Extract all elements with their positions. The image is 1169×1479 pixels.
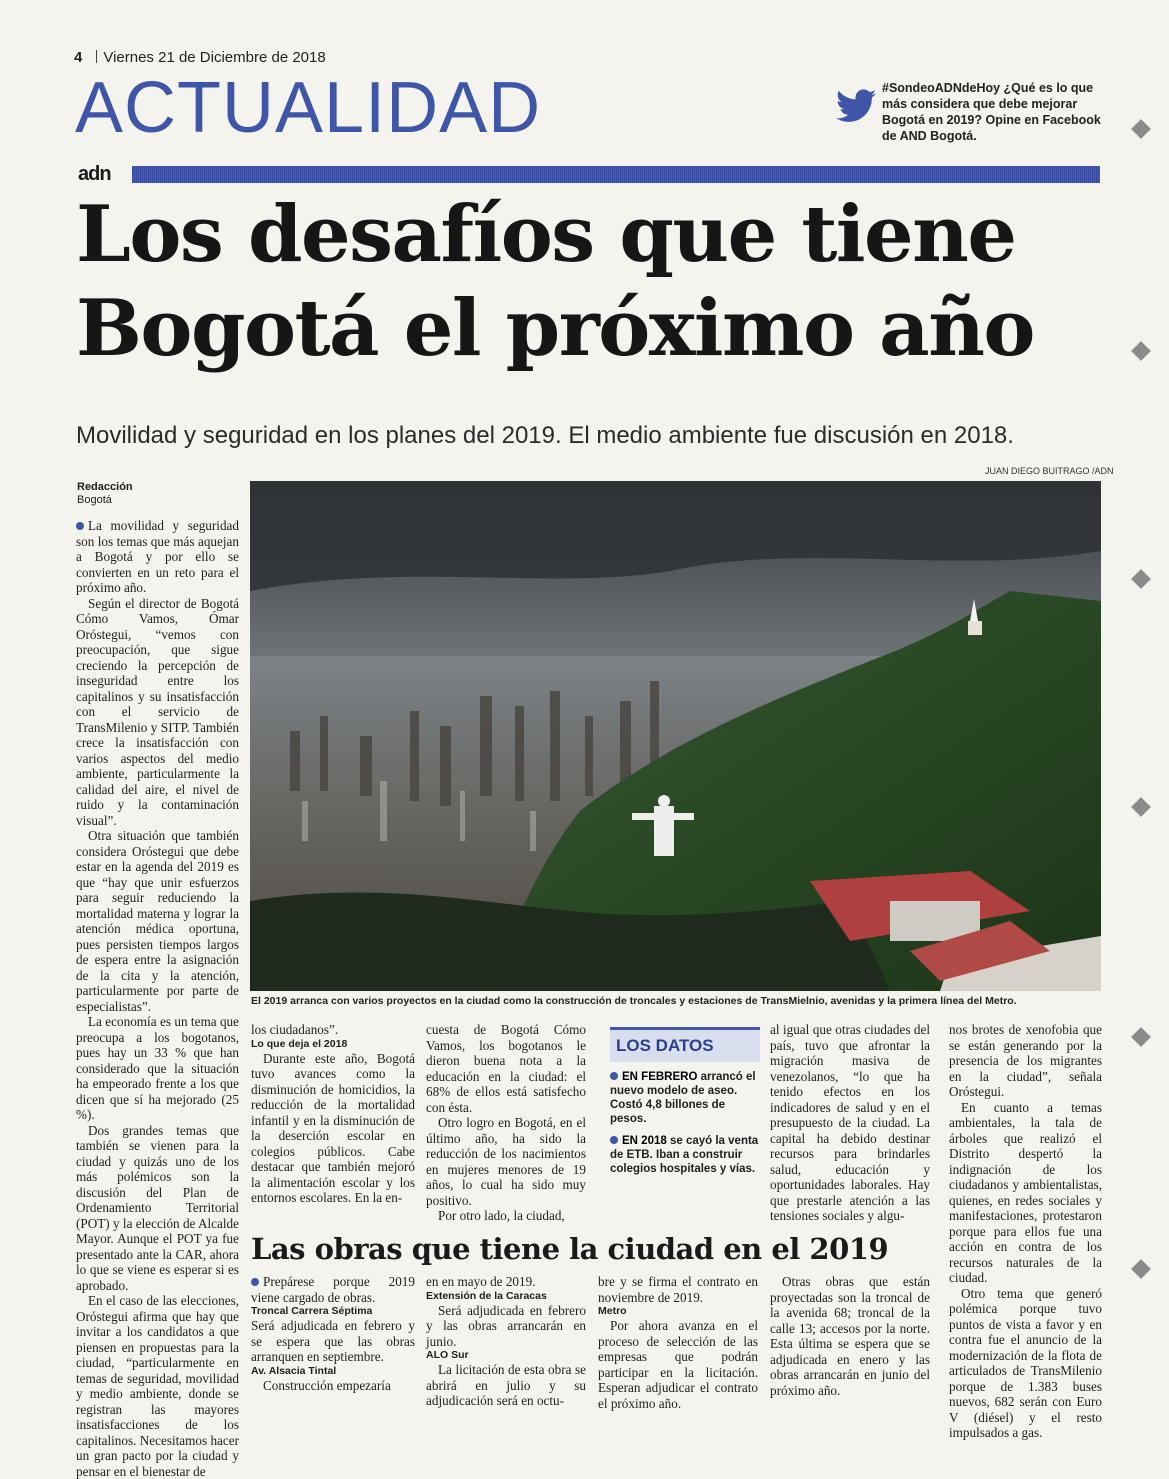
los-datos-title: LOS DATOS [610,1027,760,1062]
article-column-5 [770,1022,930,1224]
paragraph: En cuanto a temas ambientales, la tala de árboles que realizó el Distrito despertó la indignación de los ciudadanos y ambientalistas, quienes, en redes sociales y manifestaciones, protestaron porque para ellos fue una acción en contra de los recursos naturales de la ciudad. [949,1099,1102,1285]
paragraph: Otras obras que están proyectadas son la troncal de la avenida 68; troncal de la calle 13; accesos por la norte. Esta última se espera que se adjudicada en enero y las obras arrancarán en junio del próximo año. [770,1274,930,1398]
paragraph: los ciudadanos”. [251,1022,339,1037]
margin-diamond-icon [1131,119,1151,139]
deck: Movilidad y seguridad en los planes del 2019. El medio ambiente fue discusión en 2018. [76,422,1014,449]
article-column-2 [251,1022,415,1206]
subhead: Extensión de la Caracas [426,1289,547,1302]
hero-photo [250,481,1101,991]
headline [76,188,1106,376]
twitter-prompt-text: #SondeoADNdeHoy ¿Qué es lo que más considera que debe mejorar Bogotá en 2019? Opine en Facebook de AND Bogotá. [882,81,1101,143]
article-column-1 [76,518,239,1479]
obras-column-1 [251,1274,415,1393]
margin-diamond-icon [1131,1027,1151,1047]
paragraph: Durante este año, Bogotá tuvo avances como la disminución de homicidios, la reducción de la mortalidad infantil y en la disminución de la deserción escolar en colegios públicos. Cabe destacar que también mejoró la alimentación escolar y los entornos escolares. En la en- [251,1050,415,1205]
brand-bar [78,163,1100,185]
subhead: Metro [598,1305,627,1317]
paragraph: Prepárese porque 2019 viene cargado de obras. [251,1274,415,1305]
photo-caption: El 2019 arranca con varios proyectos en la ciudad como la construcción de troncales y estaciones de TransMielnio, avenidas y la primera línea del Metro. [251,995,1017,1007]
byline-author: Redacción [77,481,133,493]
paragraph: La movilidad y seguridad son los temas que más aquejan a Bogotá y por ello se convierten en un reto para el próximo año. [76,518,239,595]
twitter-bird-icon [836,88,876,124]
byline-city: Bogotá [77,494,112,506]
brand-stripe [132,166,1100,183]
headline-line-2: Bogotá el próximo año [76,283,1034,374]
paragraph: Será adjudicada en febrero y las obras arrancarán en junio. [426,1302,586,1349]
section-title: ACTUALIDAD [75,68,542,148]
paragraph: cuesta de Bogotá Cómo Vamos, los bogotanos le dieron buena nota a la educación en la ciudad: el 68% de ellos está satisfecho con ésta. [426,1022,586,1115]
margin-diamond-icon [1131,341,1151,361]
paragraph: La licitación de esta obra se abrirá en julio y su adjudicación será en octu- [426,1362,586,1408]
headline-line-1: Los desafíos que tiene [76,189,1016,280]
photo-credit: JUAN DIEGO BUITRAGO /ADN [985,466,1114,476]
margin-diamond-icon [1131,569,1151,589]
obras-headline: Las obras que tiene la ciudad en el 2019 [251,1232,889,1266]
paragraph: al igual que otras ciudades del país, tuvo que afrontar la migración masiva de venezolanos, “lo que ha tenido efectos en los indicadores de salud y en el presupuesto de la ciudad. La capital ha debido destinar recursos para brindarles salud, educación y oportunidades laborales. Hay que prestarle atención a las tensiones sociales y algu- [770,1022,930,1223]
obras-column-2 [426,1274,586,1409]
margin-diamond-icon [1131,1259,1151,1279]
dato-item: EN 2018 se cayó la venta de ETB. Iban a construir colegios hospitales y vías. [610,1135,759,1175]
subhead: Lo que deja el 2018 [251,1037,348,1050]
subhead: ALO Sur [426,1349,469,1361]
subhead: Troncal Carrera Séptima [251,1305,373,1317]
page-folio [74,49,326,66]
paragraph: bre y se firma el contrato en noviembre de 2019. [598,1274,758,1305]
bullet-dot-icon [251,1278,259,1286]
bullet-dot-icon [610,1072,618,1080]
paragraph: Por ahora avanza en el proceso de selección de las empresas que podrán participar en la licitación. Esperan adjudicar el contrato el próximo año. [598,1318,758,1411]
obras-column-4 [770,1274,930,1398]
paragraph: nos brotes de xenofobia que se están generando por la presencia de los migrantes en la ciudad”, señala Oróstegui. [949,1022,1102,1099]
bogota-panorama-illustration [250,481,1101,991]
page-number: 4 [74,49,83,66]
byline [77,481,133,507]
paragraph: Otra situación que también considera Oróstegui que debe estar en la agenda del 2019 es que “hay que unir esfuerzos para seguir reduciendo la mortalidad materna y lograr la atención médica oportuna, pues persisten tiempos largos de espera entre la asignación de la cita y la atención, particularmente por parte de especialistas”. [76,828,239,1014]
los-datos-box [610,1027,760,1176]
bullet-dot-icon [76,522,84,530]
dato-item: EN FEBRERO arrancó el nuevo modelo de aseo. Costó 4,8 billones de pesos. [610,1071,756,1125]
margin-diamond-icon [1131,797,1151,817]
article-column-3 [426,1022,586,1224]
paragraph: Será adjudicada en febrero y se espera que las obras arranquen en septiembre. [251,1318,415,1364]
paragraph: En el caso de las elecciones, Oróstegui afirma que hay que invitar a los candidatos a que piensen en propuestas para la ciudad, “particularmente en temas de seguridad, movilidad y medio ambiente, donde se registran las mayores insatisfacciones de los capitalinos. Necesitamos hacer un gran pacto por la ciudad y pensar en el bienestar de [76,1293,239,1479]
paragraph: La economía es un tema que preocupa a los bogotanos, pues hay un 33 % que han considerado que la situación ha empeorado frente a los que dicen que sí ha mejorado (25 %). [76,1014,239,1122]
paragraph: Dos grandes temas que también se vienen para la ciudad y quizás uno de los más polémicos son la discusión del Plan de Ordenamiento Territorial (POT) y la elección de Alcalde Mayor. Aunque el POT ya fue presentado ante la CAR, ahora lo que se viene es esperar si es aprobado. [76,1122,239,1293]
adn-logo: adn [78,163,111,185]
paragraph: Según el director de Bogotá Cómo Vamos, Ómar Oróstegui, “vemos con preocupación, que sigue creciendo la percepción de inseguridad entre los capitalinos y su insatisfacción con el servicio de TransMilenio y SITP. También crece la insatisfacción con varios aspectos del medio ambiente, particularmente la calidad del aire, el nivel de ruido y la contaminación visual”. [76,595,239,828]
article-column-6 [949,1022,1102,1441]
issue-date: Viernes 21 de Diciembre de 2018 [103,49,326,66]
paragraph: Construcción empezaría [263,1377,391,1393]
paragraph: Otro tema que generó polémica porque tuvo puntos de vista a favor y en contra fue el anuncio de la modernización de la flota de articulados de TransMilenio porque de 1.383 buses nuevos, 682 serán con Euro V (diésel) y el resto impulsados a gas. [949,1285,1102,1440]
paragraph: en en mayo de 2019. [426,1274,536,1289]
paragraph: Otro logro en Bogotá, en el último año, ha sido la reducción de los nacimientos en mujeres menores de 19 años, lo cual ha sido muy positivo. [426,1115,586,1208]
bullet-dot-icon [610,1136,618,1144]
paragraph: Por otro lado, la ciudad, [438,1208,565,1223]
obras-column-3 [598,1274,758,1411]
subhead: Av. Alsacia Tintal [251,1364,337,1377]
